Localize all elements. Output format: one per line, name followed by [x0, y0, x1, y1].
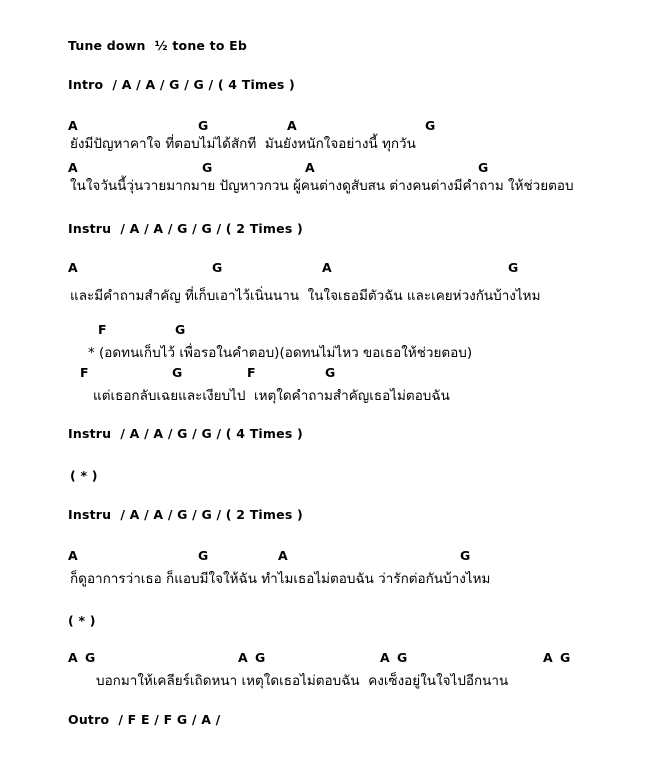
- section-header-instru-3: Instru / A / A / G / G / ( 2 Times ): [68, 507, 303, 522]
- chord-symbol: G: [255, 650, 266, 665]
- chord-symbol: G: [198, 118, 209, 133]
- chord-symbol: A: [68, 548, 78, 563]
- chord-symbol: A: [238, 650, 248, 665]
- lyric-line-chorus: * (อดทนเก็บไว้ เพื่อรอในคำตอบ)(อดทนไม่ไหว ขอเธอให้ช่วยตอบ): [88, 345, 473, 361]
- lyric-line-chorus: แต่เธอกลับเฉยและเงียบไป เหตุใดคำถามสำคัญเธอไม่ตอบฉัน: [93, 388, 450, 404]
- section-header-intro: Intro / A / A / G / G / ( 4 Times ): [68, 77, 295, 92]
- lyric-line: ก็ดูอาการว่าเธอ ก็แอบมีใจให้ฉัน ทำไมเธอไม่ตอบฉัน ว่ารักต่อกันบ้างไหม: [70, 571, 491, 587]
- chord-symbol: G: [202, 160, 213, 175]
- chord-symbol: A: [278, 548, 288, 563]
- chord-symbol: A: [287, 118, 297, 133]
- chord-symbol: A: [68, 118, 78, 133]
- chorus-repeat-marker: ( * ): [70, 468, 98, 483]
- chord-symbol: A: [380, 650, 390, 665]
- lyric-line: และมีคำถามสำคัญ ที่เก็บเอาไว้เนิ่นนาน ในใจเธอมีตัวฉัน และเคยห่วงกันบ้างไหม: [70, 288, 541, 304]
- chord-symbol: F: [247, 365, 256, 380]
- chord-symbol: A: [322, 260, 332, 275]
- chord-symbol: F: [80, 365, 89, 380]
- chord-symbol: G: [212, 260, 223, 275]
- tuning-note: Tune down ½ tone to Eb: [68, 38, 248, 53]
- lyric-line: บอกมาให้เคลียร์เถิดหนา เหตุใดเธอไม่ตอบฉัน คงเซ็งอยู่ในใจไปอีกนาน: [96, 673, 509, 689]
- chord-symbol: G: [560, 650, 571, 665]
- lyric-line: ยังมีปัญหาคาใจ ที่ตอบไม่ได้สักที มันยังหนักใจอย่างนี้ ทุกวัน: [70, 136, 416, 152]
- section-header-outro: Outro / F E / F G / A /: [68, 712, 221, 727]
- chord-symbol: A: [68, 260, 78, 275]
- chord-symbol: A: [305, 160, 315, 175]
- chord-symbol: G: [172, 365, 183, 380]
- chord-symbol: G: [397, 650, 408, 665]
- chord-symbol: G: [325, 365, 336, 380]
- chord-symbol: A: [68, 650, 78, 665]
- chord-symbol: F: [98, 322, 107, 337]
- chord-symbol: A: [68, 160, 78, 175]
- chord-symbol: G: [425, 118, 436, 133]
- chord-symbol: G: [508, 260, 519, 275]
- chord-symbol: G: [460, 548, 471, 563]
- lyric-line: ในใจวันนี้วุ่นวายมากมาย ปัญหาวกวน ผู้คนต่างดูสับสน ต่างคนต่างมีคำถาม ให้ช่วยตอบ: [70, 178, 574, 194]
- section-header-instru-1: Instru / A / A / G / G / ( 2 Times ): [68, 221, 303, 236]
- chord-symbol: G: [85, 650, 96, 665]
- section-header-instru-2: Instru / A / A / G / G / ( 4 Times ): [68, 426, 303, 441]
- chord-symbol: A: [543, 650, 553, 665]
- chord-symbol: G: [478, 160, 489, 175]
- chord-symbol: G: [175, 322, 186, 337]
- chord-symbol: G: [198, 548, 209, 563]
- chorus-repeat-marker: ( * ): [68, 613, 96, 628]
